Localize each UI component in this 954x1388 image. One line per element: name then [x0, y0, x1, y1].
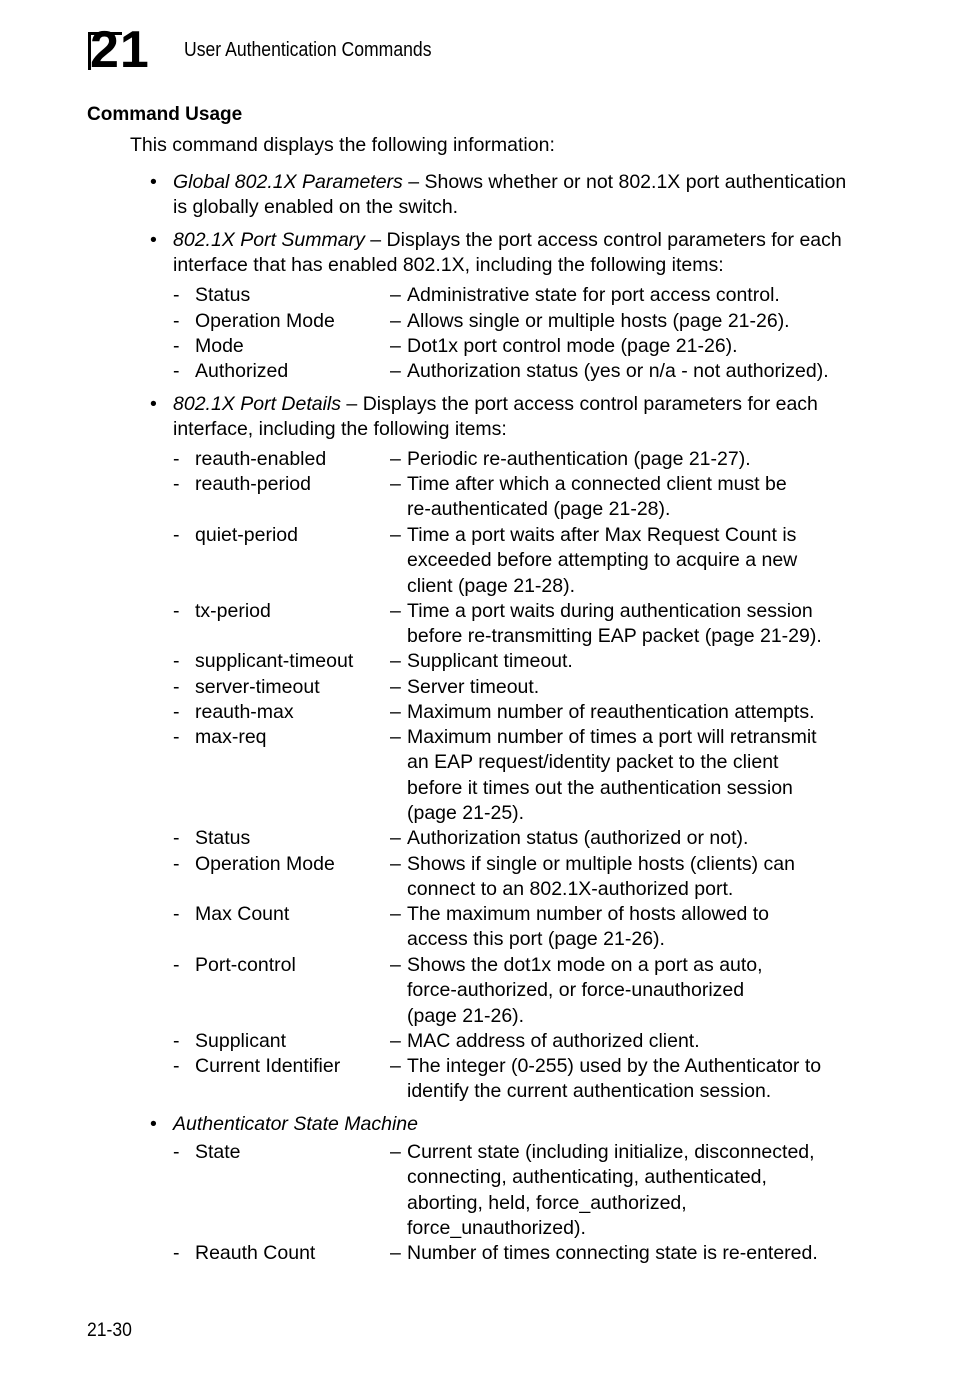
row-description-line: Server timeout. [407, 676, 540, 698]
row-endash: – [390, 310, 401, 332]
row-description-line: Authorization status (yes or n/a - not authorized). [407, 360, 829, 382]
row-description-line: Administrative state for port access control. [407, 284, 780, 306]
row-description-line: re-authenticated (page 21-28). [407, 498, 671, 521]
row-description-line: Time after which a connected client must be [407, 473, 787, 495]
row-description-line: Authorization status (authorized or not). [407, 827, 749, 849]
bullet-description: – Displays the port access control parameters for each interface that has enabled 802.1X, including the following items: [173, 229, 842, 277]
row-endash: – [390, 473, 401, 495]
row-description [407, 523, 857, 599]
row-description [407, 359, 857, 384]
section-intro: This command displays the following information: [130, 134, 555, 156]
row-description [407, 1241, 857, 1266]
row-description [407, 447, 857, 472]
row-description-line: Shows the dot1x mode on a port as auto, [407, 954, 763, 976]
row-term: Reauth Count [195, 1242, 316, 1264]
row-description-line: Current state (including initialize, disconnected, [407, 1141, 815, 1163]
bullet-dot: • [150, 171, 157, 193]
row-description [407, 309, 857, 334]
row-description-line: an EAP request/identity packet to the client [407, 751, 779, 774]
row-description [407, 334, 857, 359]
row-description [407, 1140, 857, 1242]
row-term: State [195, 1141, 241, 1163]
row-description-line: Shows if single or multiple hosts (clients) can [407, 853, 795, 875]
row-description [407, 599, 857, 650]
row-description [407, 700, 857, 725]
row-term: Status [195, 827, 251, 849]
row-description-line: The maximum number of hosts allowed to [407, 903, 769, 925]
bullet-dot: • [150, 393, 157, 415]
row-description-line: connect to an 802.1X-authorized port. [407, 878, 734, 901]
row-dash: - [173, 853, 180, 875]
row-description-line: Supplicant timeout. [407, 650, 573, 672]
row-description [407, 472, 857, 523]
row-description-line: Number of times connecting state is re-entered. [407, 1242, 818, 1264]
bullet-text [173, 170, 863, 221]
row-description [407, 283, 857, 308]
row-description-line: Maximum number of times a port will retransmit [407, 726, 817, 748]
row-dash: - [173, 726, 180, 748]
row-term: Current Identifier [195, 1055, 341, 1077]
row-term: server-timeout [195, 676, 320, 698]
row-endash: – [390, 448, 401, 470]
row-endash: – [390, 726, 401, 748]
row-dash: - [173, 701, 180, 723]
row-endash: – [390, 676, 401, 698]
row-description [407, 1054, 857, 1105]
row-description-line: before it times out the authentication session [407, 776, 793, 799]
row-description-line: The integer (0-255) used by the Authenticator to [407, 1055, 822, 1077]
bullet-dot: • [150, 1113, 157, 1135]
row-dash: - [173, 1141, 180, 1163]
row-term: Operation Mode [195, 853, 335, 875]
row-description-line: Time a port waits after Max Request Count is [407, 524, 797, 546]
row-term: supplicant-timeout [195, 650, 354, 672]
row-term: tx-period [195, 600, 271, 622]
bullet-title: 802.1X Port Summary [173, 229, 365, 251]
row-description [407, 649, 857, 674]
bullet-description: – Displays the port access control parameters for each interface, including the following items: [173, 393, 818, 441]
row-endash: – [390, 1242, 401, 1264]
row-dash: - [173, 448, 180, 470]
row-description-line: Dot1x port control mode (page 21-26). [407, 335, 738, 357]
row-description-line: connecting, authenticating, authenticated, [407, 1166, 767, 1189]
bullet-description: – Shows whether or not 802.1X port authentication is globally enabled on the switch. [173, 171, 847, 219]
row-endash: – [390, 600, 401, 622]
row-description-line: (page 21-26). [407, 1004, 525, 1027]
row-term: reauth-max [195, 701, 294, 723]
row-dash: - [173, 473, 180, 495]
row-endash: – [390, 954, 401, 976]
row-endash: – [390, 903, 401, 925]
chapter-title: User Authentication Commands [184, 39, 432, 61]
row-term: Supplicant [195, 1030, 287, 1052]
row-description [407, 826, 857, 851]
row-description [407, 675, 857, 700]
section-heading: Command Usage [87, 104, 243, 125]
row-description-line: identify the current authentication session. [407, 1080, 772, 1103]
row-term: Status [195, 284, 251, 306]
row-endash: – [390, 650, 401, 672]
row-term: reauth-enabled [195, 448, 327, 470]
row-description-line: Periodic re-authentication (page 21-27). [407, 448, 751, 470]
row-dash: - [173, 335, 180, 357]
row-description-line: before re-transmitting EAP packet (page 21-29). [407, 625, 822, 648]
row-description-line: exceeded before attempting to acquire a new [407, 549, 798, 572]
row-description-line: Allows single or multiple hosts (page 21-26). [407, 310, 790, 332]
row-description [407, 1029, 857, 1054]
row-description-line: force_unauthorized). [407, 1217, 586, 1240]
row-dash: - [173, 650, 180, 672]
row-description [407, 902, 857, 953]
row-dash: - [173, 360, 180, 382]
row-description-line: Maximum number of reauthentication attempts. [407, 701, 815, 723]
row-endash: – [390, 524, 401, 546]
row-dash: - [173, 1242, 180, 1264]
row-description-line: aborting, held, force_authorized, [407, 1191, 687, 1214]
row-description-line: MAC address of authorized client. [407, 1030, 700, 1052]
chapter-number: 21 [90, 21, 150, 79]
row-endash: – [390, 827, 401, 849]
row-endash: – [390, 853, 401, 875]
row-dash: - [173, 310, 180, 332]
row-term: quiet-period [195, 524, 298, 546]
row-term: Operation Mode [195, 310, 335, 332]
row-endash: – [390, 335, 401, 357]
row-endash: – [390, 1030, 401, 1052]
page-number: 21-30 [87, 1319, 132, 1341]
row-endash: – [390, 701, 401, 723]
row-dash: - [173, 600, 180, 622]
row-endash: – [390, 360, 401, 382]
row-dash: - [173, 827, 180, 849]
row-term: Authorized [195, 360, 289, 382]
row-description [407, 852, 857, 903]
row-description-line: (page 21-25). [407, 802, 525, 825]
row-description-line: client (page 21-28). [407, 574, 576, 597]
row-dash: - [173, 903, 180, 925]
row-term: Mode [195, 335, 244, 357]
row-description [407, 725, 857, 827]
row-term: max-req [195, 726, 267, 748]
row-endash: – [390, 1141, 401, 1163]
row-dash: - [173, 1055, 180, 1077]
row-endash: – [390, 1055, 401, 1077]
bullet-text [173, 1112, 863, 1137]
bullet-text [173, 228, 863, 279]
row-dash: - [173, 954, 180, 976]
row-dash: - [173, 1030, 180, 1052]
row-dash: - [173, 284, 180, 306]
bullet-title: 802.1X Port Details [173, 393, 342, 415]
bullet-title: Authenticator State Machine [173, 1113, 418, 1135]
row-term: Port-control [195, 954, 296, 976]
row-description-line: access this port (page 21-26). [407, 928, 665, 951]
row-description-line: force-authorized, or force-unauthorized [407, 979, 745, 1002]
bullet-dot: • [150, 229, 157, 251]
row-term: Max Count [195, 903, 290, 925]
row-description [407, 953, 857, 1029]
row-endash: – [390, 284, 401, 306]
bullet-title: Global 802.1X Parameters [173, 171, 403, 193]
row-dash: - [173, 676, 180, 698]
row-description-line: Time a port waits during authentication session [407, 600, 813, 622]
bullet-text [173, 392, 863, 443]
row-term: reauth-period [195, 473, 311, 495]
row-dash: - [173, 524, 180, 546]
